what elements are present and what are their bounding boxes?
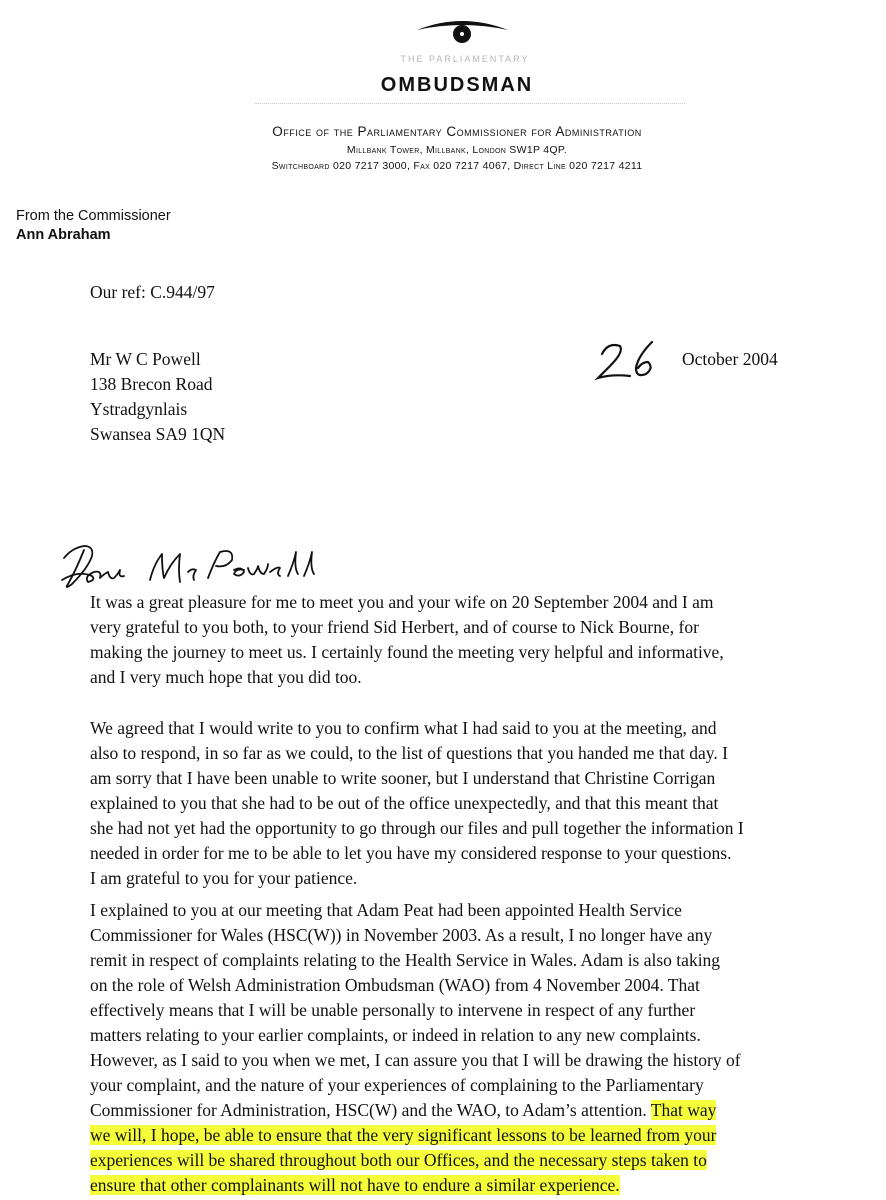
paragraph-line: she had not yet had the opportunity to go through our files and pull together the information I [90, 818, 744, 838]
reference: Our ref: C.944/97 [90, 282, 215, 302]
ombudsman-logo [415, 12, 510, 48]
paragraph-line: We agreed that I would write to you to confirm what I had said to you at the meeting, and [90, 718, 717, 738]
body-paragraph-3 [90, 898, 860, 1198]
from-label: From the Commissioner [16, 208, 171, 224]
date-month-year: October 2004 [682, 349, 778, 369]
recipient-name: Mr W C Powell [90, 349, 201, 369]
paragraph-line: Commissioner for Wales (HSC(W)) in November 2003. As a result, I no longer have any [90, 925, 713, 945]
paragraph-line: needed in order for me to be able to let you have my considered response to your questions. [90, 843, 732, 863]
paragraph-line: remit in respect of complaints relating to the Health Service in Wales. Adam is also taking [90, 950, 721, 970]
body-paragraph-1 [90, 590, 860, 690]
highlighted-line [90, 1148, 860, 1173]
letterhead-office: Office of the Parliamentary Commissioner for Administration [272, 124, 642, 139]
letterhead-faint-text: THE PARLIAMENTARY [400, 54, 530, 64]
recipient-postcode: Swansea SA9 1QN [90, 424, 226, 444]
paragraph-line: also to respond, in so far as we could, to the list of questions that you handed me that day. I [90, 743, 728, 763]
highlighted-line [90, 1123, 860, 1148]
paragraph-line: I am grateful to you for your patience. [90, 868, 358, 888]
letterhead-title: OMBUDSMAN [380, 74, 534, 96]
paragraph-line: making the journey to meet us. I certainly found the meeting very helpful and informative, [90, 642, 724, 662]
recipient-town: Ystradgynlais [90, 399, 188, 419]
paragraph-line: However, as I said to you when we met, I can assure you that I will be drawing the history of [90, 1050, 741, 1070]
letterhead-phone-line: Switchboard 020 7217 3000, Fax 020 7217 4067, Direct Line 020 7217 4211 [271, 160, 643, 172]
highlighted-text: we will, I hope, be able to ensure that the very significant lessons to be learned from your [90, 1125, 717, 1145]
plain-text: Commissioner for Administration, HSC(W) and the WAO, to Adam’s attention. [90, 1100, 651, 1120]
paragraph-line: matters relating to your earlier complaints, or indeed in relation to any new complaints. [90, 1025, 701, 1045]
handwritten-day [590, 334, 675, 384]
paragraph-line: It was a great pleasure for me to meet you and your wife on 20 September 2004 and I am [90, 592, 714, 612]
highlighted-text: That way [650, 1100, 717, 1120]
highlighted-text: experiences will be shared throughout both our Offices, and the necessary steps taken to [90, 1150, 707, 1170]
paragraph-line: effectively means that I will be unable personally to intervene in respect of any further [90, 1000, 696, 1020]
paragraph-line-mixed [90, 1098, 860, 1123]
recipient-street: 138 Brecon Road [90, 374, 213, 394]
letterhead-divider [255, 103, 685, 104]
paragraph-line: your complaint, and the nature of your experiences of complaining to the Parliamentary [90, 1075, 704, 1095]
letterhead-address: Millbank Tower, Millbank, London SW1P 4QP. [346, 144, 568, 156]
from-name: Ann Abraham [16, 227, 111, 243]
highlighted-text: ensure that other complainants will not have to endure a similar experience. [90, 1175, 620, 1195]
paragraph-line: explained to you that she had to be out of the office unexpectedly, and that this meant that [90, 793, 719, 813]
paragraph-line: am sorry that I have been unable to write sooner, but I understand that Christine Corrigan [90, 768, 716, 788]
highlighted-line [90, 1173, 860, 1198]
body-paragraph-2 [90, 716, 860, 891]
paragraph-line: and I very much hope that you did too. [90, 667, 362, 687]
paragraph-line: I explained to you at our meeting that Adam Peat had been appointed Health Service [90, 900, 682, 920]
paragraph-line: very grateful to you both, to your friend Sid Herbert, and of course to Nick Bourne, for [90, 617, 699, 637]
paragraph-line: on the role of Welsh Administration Ombudsman (WAO) from 4 November 2004. That [90, 975, 700, 995]
